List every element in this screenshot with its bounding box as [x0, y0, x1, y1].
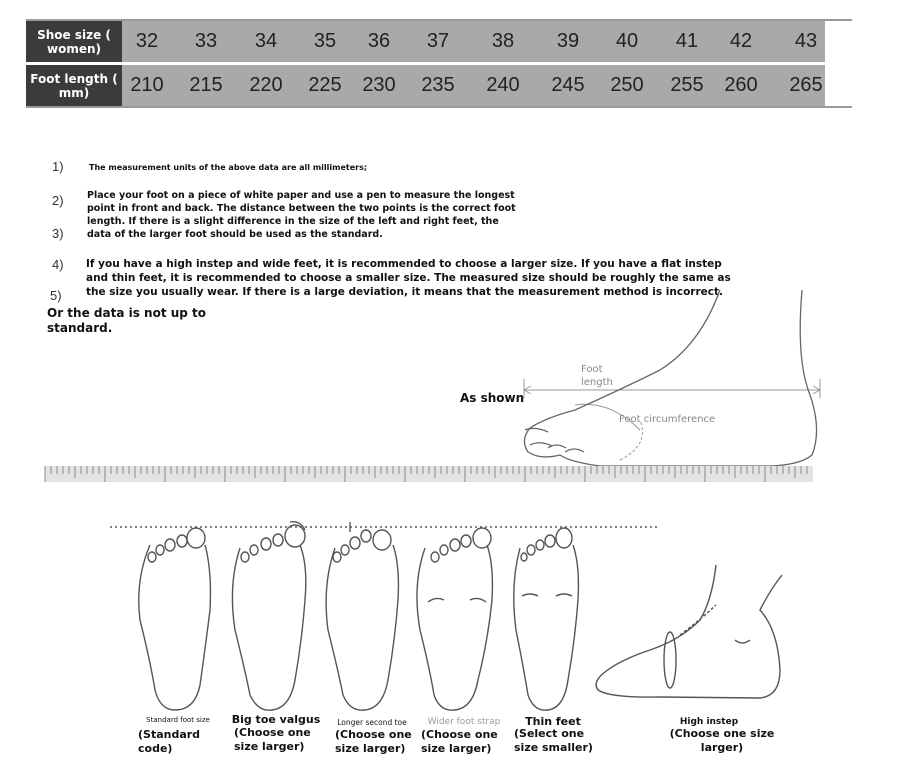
standard-foot-icon — [139, 528, 211, 710]
size-cell: 42 — [729, 30, 753, 52]
size-cell: 37 — [426, 30, 450, 52]
size-cell: 38 — [491, 30, 515, 52]
size-cell: 39 — [556, 30, 580, 52]
note-4-number: 4) — [52, 257, 64, 272]
length-cell: 215 — [189, 74, 223, 96]
size-cell: 40 — [615, 30, 639, 52]
big-toe-valgus-title: Big toe valgus — [231, 713, 321, 726]
length-cell: 210 — [130, 74, 164, 96]
as-shown-label: As shown — [460, 391, 525, 405]
length-cell: 255 — [670, 74, 704, 96]
high-instep-sub: (Choose one size larger) — [669, 727, 775, 754]
shoe-size-header: Shoe size ( women) — [26, 21, 122, 62]
size-cell: 34 — [254, 30, 278, 52]
size-cell: 43 — [794, 30, 818, 52]
wider-foot-sub: (Choose one size larger) — [421, 728, 498, 755]
thin-feet-title: Thin feet — [525, 715, 581, 728]
length-cell: 245 — [551, 74, 585, 96]
note-5-number: 5) — [50, 288, 62, 303]
size-cell: 35 — [313, 30, 337, 52]
high-instep-icon — [596, 565, 782, 698]
wider-foot-title: Wider foot strap — [427, 717, 501, 727]
note-3-number: 3) — [52, 226, 64, 241]
length-cell: 230 — [362, 74, 396, 96]
length-cell: 240 — [486, 74, 520, 96]
length-cell: 260 — [724, 74, 758, 96]
note-1-text: The measurement units of the above data are all millimeters; — [89, 163, 368, 172]
longer-second-toe-title: Longer second toe — [337, 718, 407, 727]
note-1-number: 1) — [52, 159, 64, 174]
size-cell: 41 — [675, 30, 699, 52]
note-5-text: Or the data is not up to standard. — [47, 306, 207, 335]
length-cell: 250 — [610, 74, 644, 96]
size-cell: 32 — [135, 30, 159, 52]
length-cell: 235 — [421, 74, 455, 96]
foot-length-header: Foot length ( mm) — [26, 65, 122, 106]
wider-foot-icon — [417, 528, 492, 710]
thin-feet-sub: (Select one size smaller) — [514, 727, 593, 754]
big-toe-valgus-sub: (Choose one size larger) — [234, 726, 311, 753]
note-2-number: 2) — [52, 193, 64, 208]
note-2-text: Place your foot on a piece of white paper and use a pen to measure the longest point in front and back. The distance between the two points is the correct foot length. If there is a slight difference in the size of the left and right feet, the data of the larger foot should be used as the standard. — [87, 190, 516, 240]
length-cell: 265 — [789, 74, 823, 96]
length-cell: 220 — [249, 74, 283, 96]
high-instep-title: High instep — [679, 717, 739, 727]
size-cell: 36 — [367, 30, 391, 52]
note-4-text: If you have a high instep and wide feet, it is recommended to choose a larger size. If you have a flat instep and thin feet, it is recommended to choose a smaller size. The measured size should be roughly the same as the size you usually wear. If there is a large deviation, it means that the measurement method is incorrect. — [86, 258, 731, 298]
foot-length-label: Foot length — [581, 364, 613, 388]
big-toe-valgus-icon — [232, 522, 305, 711]
foot-circumference-label: Foot circumference — [619, 414, 716, 425]
longer-second-toe-sub: (Choose one size larger) — [335, 728, 412, 755]
standard-foot-sub: (Standard code) — [138, 728, 201, 755]
length-cell: 225 — [308, 74, 342, 96]
standard-foot-title: Standard foot size — [146, 716, 210, 724]
thin-feet-icon — [514, 528, 579, 710]
longer-second-toe-icon — [326, 522, 398, 710]
size-cell: 33 — [194, 30, 218, 52]
